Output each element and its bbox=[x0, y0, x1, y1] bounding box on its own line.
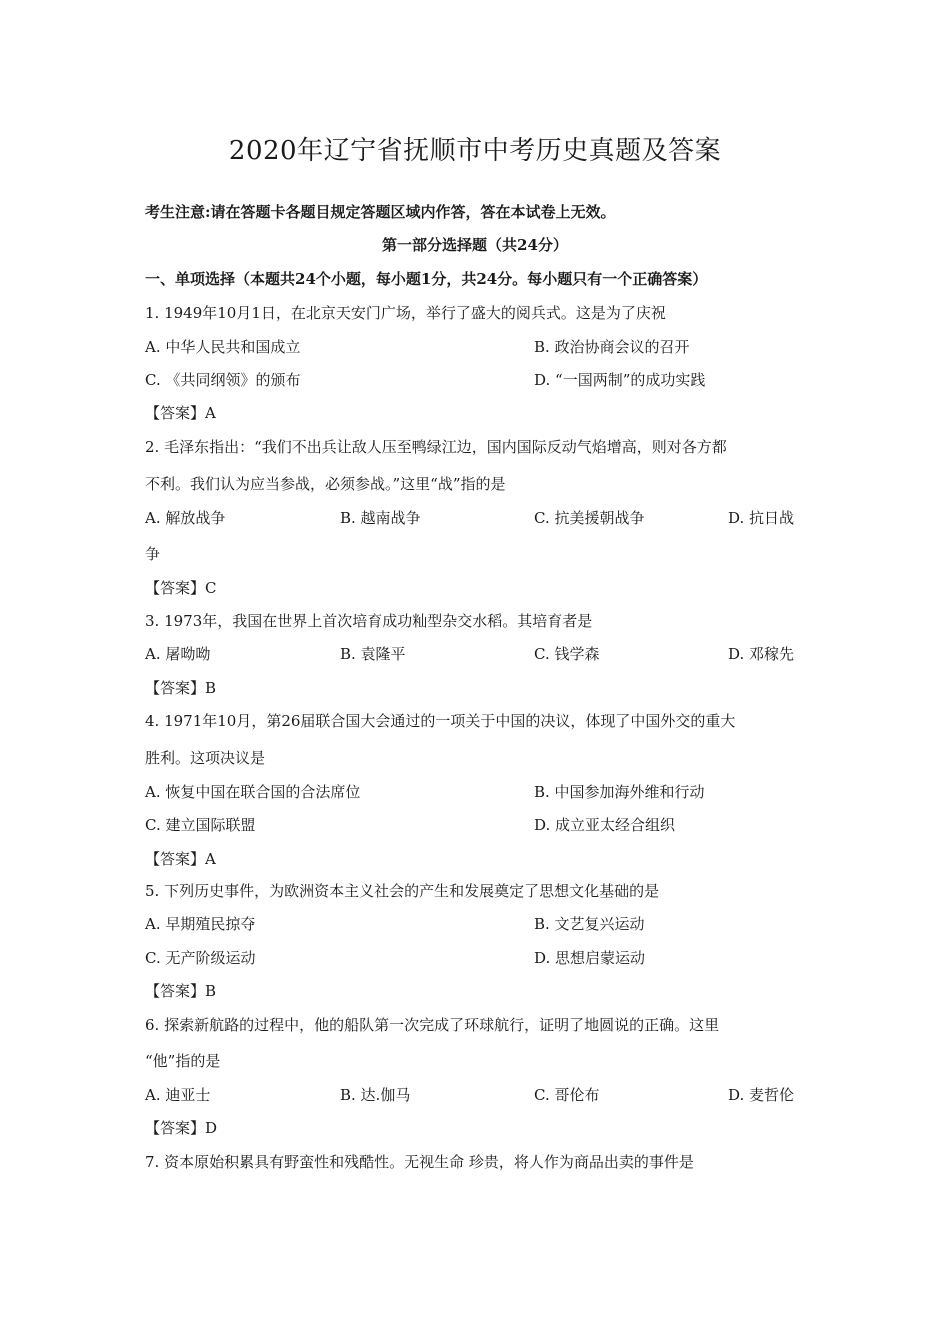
question-3-stem: 3. 1973年，我国在世界上首次培育成功籼型杂交水稻。其培育者是 bbox=[145, 612, 593, 630]
question-5-stem: 5. 下列历史事件，为欧洲资本主义社会的产生和发展奠定了思想文化基础的是 bbox=[145, 882, 660, 900]
document-title: 2020年辽宁省抚顺市中考历史真题及答案 bbox=[228, 136, 722, 166]
question-5-option-c: C. 无产阶级运动 bbox=[145, 949, 256, 967]
question-6-option-d: D. 麦哲伦 bbox=[728, 1086, 795, 1104]
question-5-answer: 【答案】B bbox=[145, 982, 217, 1000]
question-1-option-c: C. 《共同纲领》的颁布 bbox=[145, 371, 301, 389]
question-6-option-a: A. 迪亚士 bbox=[145, 1086, 211, 1104]
question-2-option-d-wrap: 争 bbox=[145, 545, 161, 563]
question-3-option-d: D. 邓稼先 bbox=[728, 645, 795, 663]
part-heading: 第一部分选择题（共24分） bbox=[382, 236, 568, 254]
question-2-answer: 【答案】C bbox=[145, 579, 217, 597]
question-7-stem: 7. 资本原始积累具有野蛮性和残酷性。无视生命 珍贵，将人作为商品出卖的事件是 bbox=[145, 1153, 694, 1171]
question-1-answer: 【答案】A bbox=[145, 404, 216, 422]
question-6-option-b: B. 达.伽马 bbox=[340, 1086, 411, 1104]
question-4-option-a: A. 恢复中国在联合国的合法席位 bbox=[145, 783, 361, 801]
question-2-option-b: B. 越南战争 bbox=[340, 509, 421, 527]
question-1-stem: 1. 1949年10月1日，在北京天安门广场，举行了盛大的阅兵式。这是为了庆祝 bbox=[145, 304, 666, 322]
question-3-answer: 【答案】B bbox=[145, 679, 217, 697]
question-4-stem-line-1: 4. 1971年10月，第26届联合国大会通过的一项关于中国的决议，体现了中国外交的重大 bbox=[145, 712, 736, 730]
question-2-option-c: C. 抗美援朝战争 bbox=[534, 509, 645, 527]
question-6-stem-line-1: 6. 探索新航路的过程中，他的船队第一次完成了环球航行，证明了地圆说的正确。这里 bbox=[145, 1016, 720, 1034]
question-5-option-d: D. 思想启蒙运动 bbox=[534, 949, 646, 967]
question-3-option-a: A. 屠呦呦 bbox=[145, 645, 211, 663]
question-5-option-a: A. 早期殖民掠夺 bbox=[145, 915, 256, 933]
question-5-option-b: B. 文艺复兴运动 bbox=[534, 915, 645, 933]
question-6-option-c: C. 哥伦布 bbox=[534, 1086, 600, 1104]
question-2-stem-line-1: 2. 毛泽东指出：“我们不出兵让敌人压至鸭绿江边，国内国际反动气焰增高，则对各方都 bbox=[145, 438, 727, 456]
question-1-option-b: B. 政治协商会议的召开 bbox=[534, 338, 690, 356]
question-6-answer: 【答案】D bbox=[145, 1119, 218, 1137]
section-heading: 一、单项选择（本题共24个小题，每小题1分，共24分。每小题只有一个正确答案） bbox=[145, 270, 708, 288]
question-6-stem-line-2: “他”指的是 bbox=[145, 1052, 221, 1070]
question-3-option-c: C. 钱学森 bbox=[534, 645, 600, 663]
question-3-option-b: B. 袁隆平 bbox=[340, 645, 406, 663]
question-4-answer: 【答案】A bbox=[145, 850, 216, 868]
question-1-option-d: D. “一国两制”的成功实践 bbox=[534, 371, 706, 389]
question-1-option-a: A. 中华人民共和国成立 bbox=[145, 338, 301, 356]
question-2-option-a: A. 解放战争 bbox=[145, 509, 226, 527]
question-4-option-d: D. 成立亚太经合组织 bbox=[534, 816, 676, 834]
question-2-option-d: D. 抗日战 bbox=[728, 509, 795, 527]
question-4-stem-line-2: 胜利。这项决议是 bbox=[145, 749, 266, 767]
question-4-option-b: B. 中国参加海外维和行动 bbox=[534, 783, 705, 801]
question-2-stem-line-2: 不利。我们认为应当参战，必须参战。”这里“战”指的是 bbox=[145, 475, 506, 493]
question-4-option-c: C. 建立国际联盟 bbox=[145, 816, 256, 834]
candidate-notice: 考生注意:请在答题卡各题目规定答题区域内作答，答在本试卷上无效。 bbox=[145, 203, 616, 221]
